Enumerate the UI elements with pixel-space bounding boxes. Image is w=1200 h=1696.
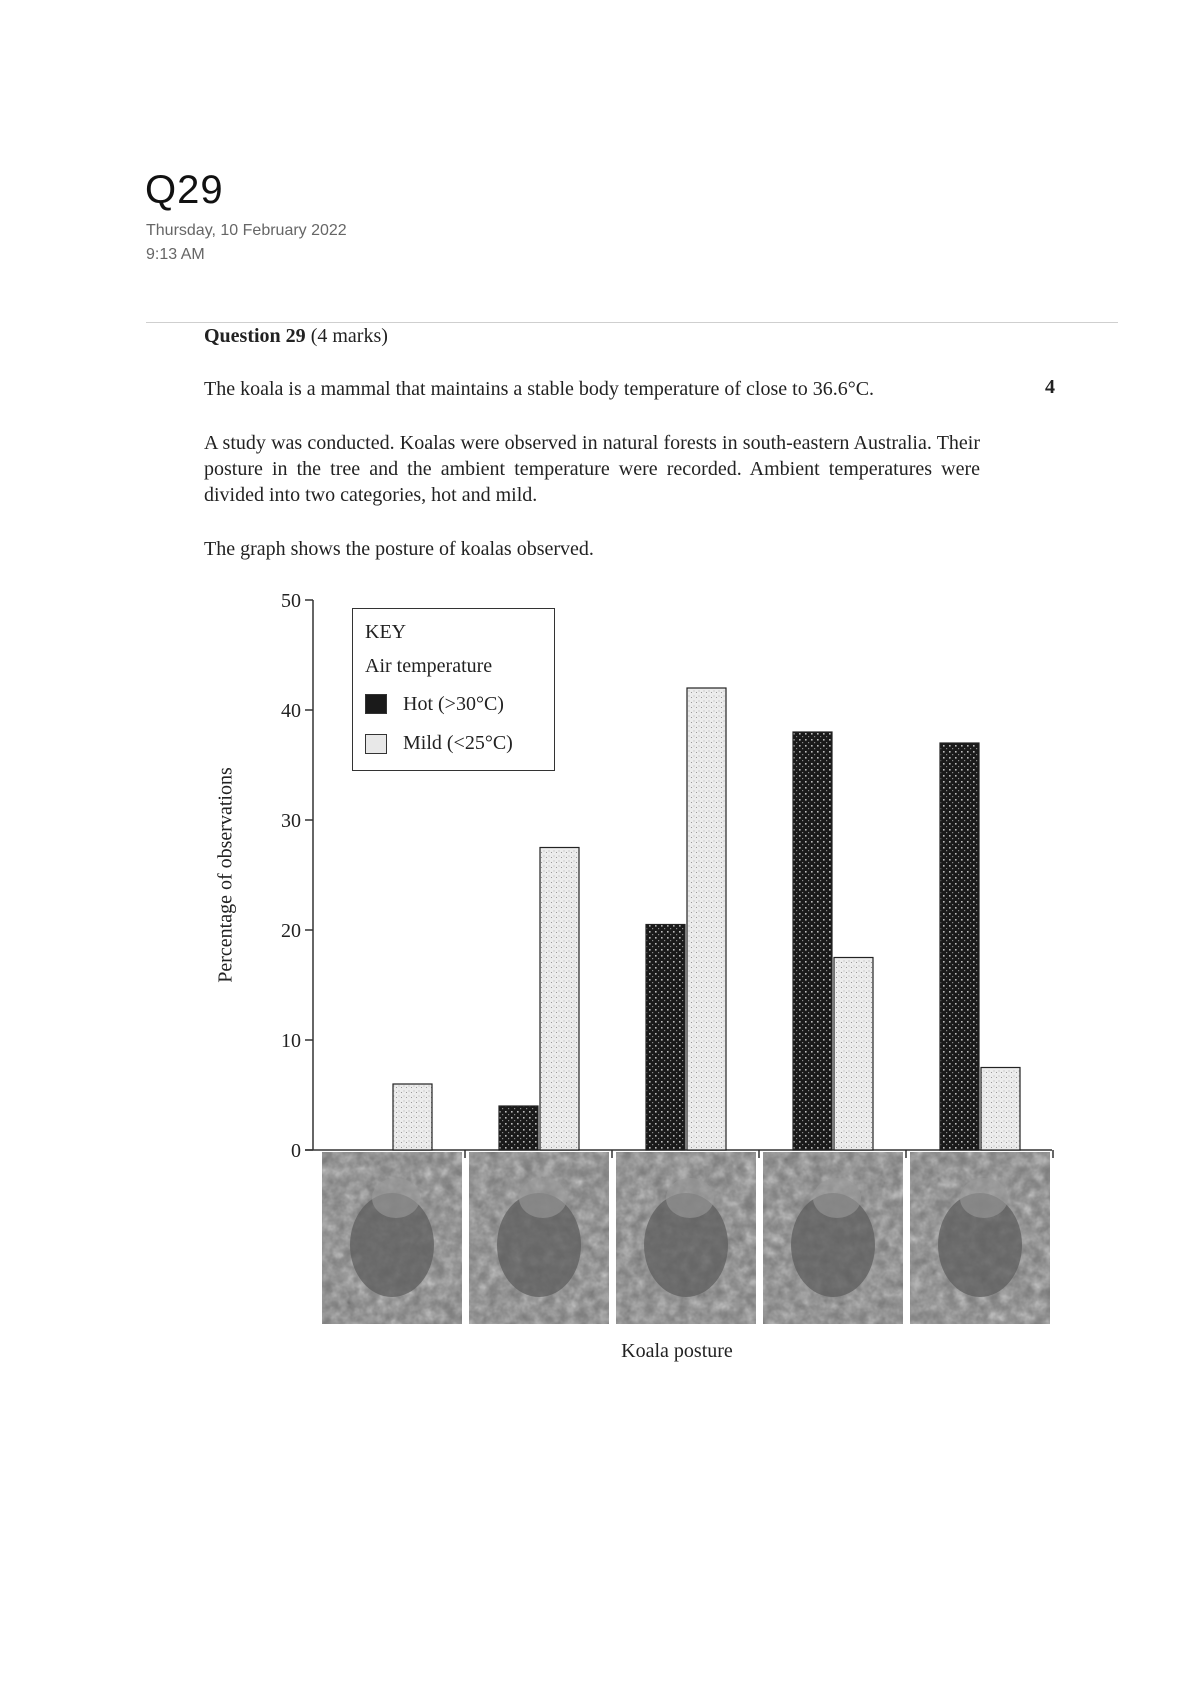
koala-photo-1 (322, 1152, 462, 1324)
x-axis-label: Koala posture (621, 1340, 733, 1362)
chart-legend (352, 608, 555, 771)
legend-swatch-hot (365, 694, 387, 714)
bar-hot-5 (940, 743, 979, 1150)
y-axis-label: Percentage of observations (214, 767, 237, 983)
legend-label-hot: Hot (>30°C) (403, 693, 504, 715)
question-paragraph-3: The graph shows the posture of koalas observed. (204, 538, 594, 560)
legend-key-title: KEY (365, 621, 407, 643)
koala-photo-4 (763, 1152, 903, 1324)
bar-mild-3 (687, 688, 726, 1150)
y-tick-label: 50 (281, 590, 301, 612)
question-number: Question 29 (204, 325, 306, 347)
y-tick-label: 10 (281, 1030, 301, 1052)
question-marks-text: (4 marks) (305, 325, 388, 347)
y-tick-label: 40 (281, 700, 301, 722)
question-paragraph-1: The koala is a mammal that maintains a stable body temperature of close to 36.6°C. (204, 378, 875, 400)
bar-mild-5 (981, 1068, 1020, 1151)
koala-photo-2 (469, 1152, 609, 1324)
bar-hot-3 (646, 925, 685, 1151)
note-date: Thursday, 10 February 2022 (146, 222, 347, 239)
legend-label-mild: Mild (<25°C) (403, 732, 513, 754)
bar-mild-1 (393, 1084, 432, 1150)
question-paragraph-2: A study was conducted. Koalas were observed in natural forests in south-eastern Australia. Their posture in the tree and the ambient temperature were recorded. Ambient temperatures were divided into two categories, hot and mild. (204, 432, 980, 506)
posture-photos (322, 1152, 1050, 1324)
bar-mild-2 (540, 848, 579, 1151)
marks-value: 4 (1045, 376, 1055, 398)
bar-hot-2 (499, 1106, 538, 1150)
koala-photo-5 (910, 1152, 1050, 1324)
bar-mild-4 (834, 958, 873, 1151)
legend-subtitle: Air temperature (365, 655, 493, 677)
note-time: 9:13 AM (146, 246, 205, 263)
koala-photo-3 (616, 1152, 756, 1324)
y-tick-label: 0 (291, 1140, 301, 1162)
bar-hot-4 (793, 732, 832, 1150)
y-tick-label: 20 (281, 920, 301, 942)
page-title: Q29 (145, 168, 224, 212)
y-tick-label: 30 (281, 810, 301, 832)
legend-swatch-mild (365, 734, 387, 754)
